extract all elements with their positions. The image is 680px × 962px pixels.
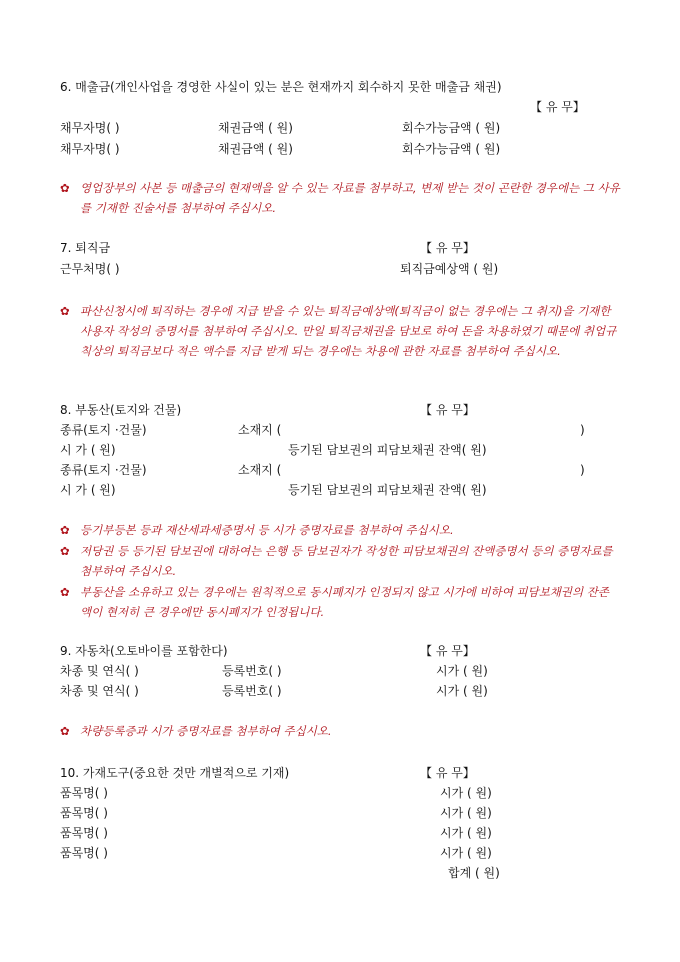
s8-note2 — [60, 541, 620, 581]
s9-row1-model: 차종 및 연식( ) — [60, 664, 139, 678]
s10-price3: 시가 ( 원) — [440, 826, 492, 840]
section-9-title: 9. 자동차(오토바이를 포함한다) — [60, 644, 228, 658]
s8-row2-location: 소재지 ( — [238, 463, 282, 477]
s10-price1: 시가 ( 원) — [440, 786, 492, 800]
s7-note-text: 파산신청시에 퇴직하는 경우에 지급 받을 수 있는 퇴직금예상액(퇴직금이 없는 경우에는 그 취지)을 기재한 사용자 작성의 증명서를 첨부하여 주십시오. 만일 퇴직금채권을 담보로 하여 돈을 차용하였기 때문에 취업규칙상의 퇴직금보다 적은 액수를 지급 받게 되는 경우에는 차용에 관한 자료를 첨부하여 주십시오. — [80, 304, 617, 358]
s8-note1 — [60, 520, 620, 540]
s9-row1-reg: 등록번호( ) — [222, 664, 282, 678]
s10-item2: 품목명( ) — [60, 806, 108, 820]
s7-note — [60, 301, 620, 361]
s10-total: 합계 ( 원) — [448, 866, 500, 880]
s10-price2: 시가 ( 원) — [440, 806, 492, 820]
s9-note — [60, 721, 620, 741]
s9-row2-price: 시가 ( 원) — [436, 684, 488, 698]
s8-row1-kind: 종류(토지 ·건물) — [60, 423, 147, 437]
section-6-title: 6. 매출금(개인사업을 경영한 사실이 있는 분은 현재까지 회수하지 못한 매출금 채권) — [60, 80, 502, 94]
s7-workplace: 근무처명( ) — [60, 262, 120, 276]
section-9-yumu: 【 유 무】 — [420, 644, 475, 658]
s10-item1: 품목명( ) — [60, 786, 108, 800]
flower-icon: ✿ — [60, 523, 70, 537]
s8-row2-close: ) — [580, 463, 585, 477]
section-7-yumu: 【 유 무】 — [420, 241, 475, 255]
s8-row2-kind: 종류(토지 ·건물) — [60, 463, 147, 477]
flower-icon: ✿ — [60, 585, 70, 599]
section-10-title: 10. 가재도구(중요한 것만 개별적으로 기재) — [60, 766, 290, 780]
s8-note1-text: 등기부등본 등과 재산세과세증명서 등 시가 증명자료를 첨부하여 주십시오. — [80, 523, 454, 537]
s6-row1-recoverable: 회수가능금액 ( 원) — [402, 121, 501, 135]
s8-note3-text: 부동산을 소유하고 있는 경우에는 원칙적으로 동시폐지가 인정되지 않고 시가에 비하여 피담보채권의 잔존액이 현저히 큰 경우에만 동시폐지가 인정됩니다. — [80, 585, 610, 619]
section-7-title: 7. 퇴직금 — [60, 241, 111, 255]
s9-row2-model: 차종 및 연식( ) — [60, 684, 139, 698]
s9-row2-reg: 등록번호( ) — [222, 684, 282, 698]
flower-icon: ✿ — [60, 181, 70, 195]
s6-row1-amount: 채권금액 ( 원) — [218, 121, 293, 135]
flower-icon: ✿ — [60, 304, 70, 318]
s8-row1-close: ) — [580, 423, 585, 437]
s8-row1-price: 시 가 ( 원) — [60, 443, 116, 457]
s6-row2-debtor: 채무자명( ) — [60, 142, 120, 156]
s7-expected: 퇴직금예상액 ( 원) — [400, 262, 499, 276]
s8-row1-secured: 등기된 담보권의 피담보채권 잔액( 원) — [288, 443, 487, 457]
s6-note — [60, 178, 620, 218]
s6-row2-amount: 채권금액 ( 원) — [218, 142, 293, 156]
s6-row1-debtor: 채무자명( ) — [60, 121, 120, 135]
s8-note3 — [60, 582, 620, 622]
section-6-yumu: 【 유 무】 — [530, 100, 585, 114]
flower-icon: ✿ — [60, 724, 70, 738]
s10-item3: 품목명( ) — [60, 826, 108, 840]
s8-row1-location: 소재지 ( — [238, 423, 282, 437]
section-8-title: 8. 부동산(토지와 건물) — [60, 403, 182, 417]
section-8-yumu: 【 유 무】 — [420, 403, 475, 417]
flower-icon: ✿ — [60, 544, 70, 558]
s10-price4: 시가 ( 원) — [440, 846, 492, 860]
s6-note-text: 영업장부의 사본 등 매출금의 현재액을 알 수 있는 자료를 첨부하고, 변제 받는 것이 곤란한 경우에는 그 사유를 기재한 진술서를 첨부하여 주십시오. — [80, 181, 620, 215]
s10-item4: 품목명( ) — [60, 846, 108, 860]
s6-row2-recoverable: 회수가능금액 ( 원) — [402, 142, 501, 156]
s9-note-text: 차량등록증과 시가 증명자료를 첨부하여 주십시오. — [80, 724, 332, 738]
s8-row2-secured: 등기된 담보권의 피담보채권 잔액( 원) — [288, 483, 487, 497]
s8-note2-text: 저당권 등 등기된 담보권에 대하여는 은행 등 담보권자가 작성한 피담보채권의 잔액증명서 등의 증명자료를 첨부하여 주십시오. — [80, 544, 613, 578]
section-10-yumu: 【 유 무】 — [420, 766, 475, 780]
s8-row2-price: 시 가 ( 원) — [60, 483, 116, 497]
s9-row1-price: 시가 ( 원) — [436, 664, 488, 678]
